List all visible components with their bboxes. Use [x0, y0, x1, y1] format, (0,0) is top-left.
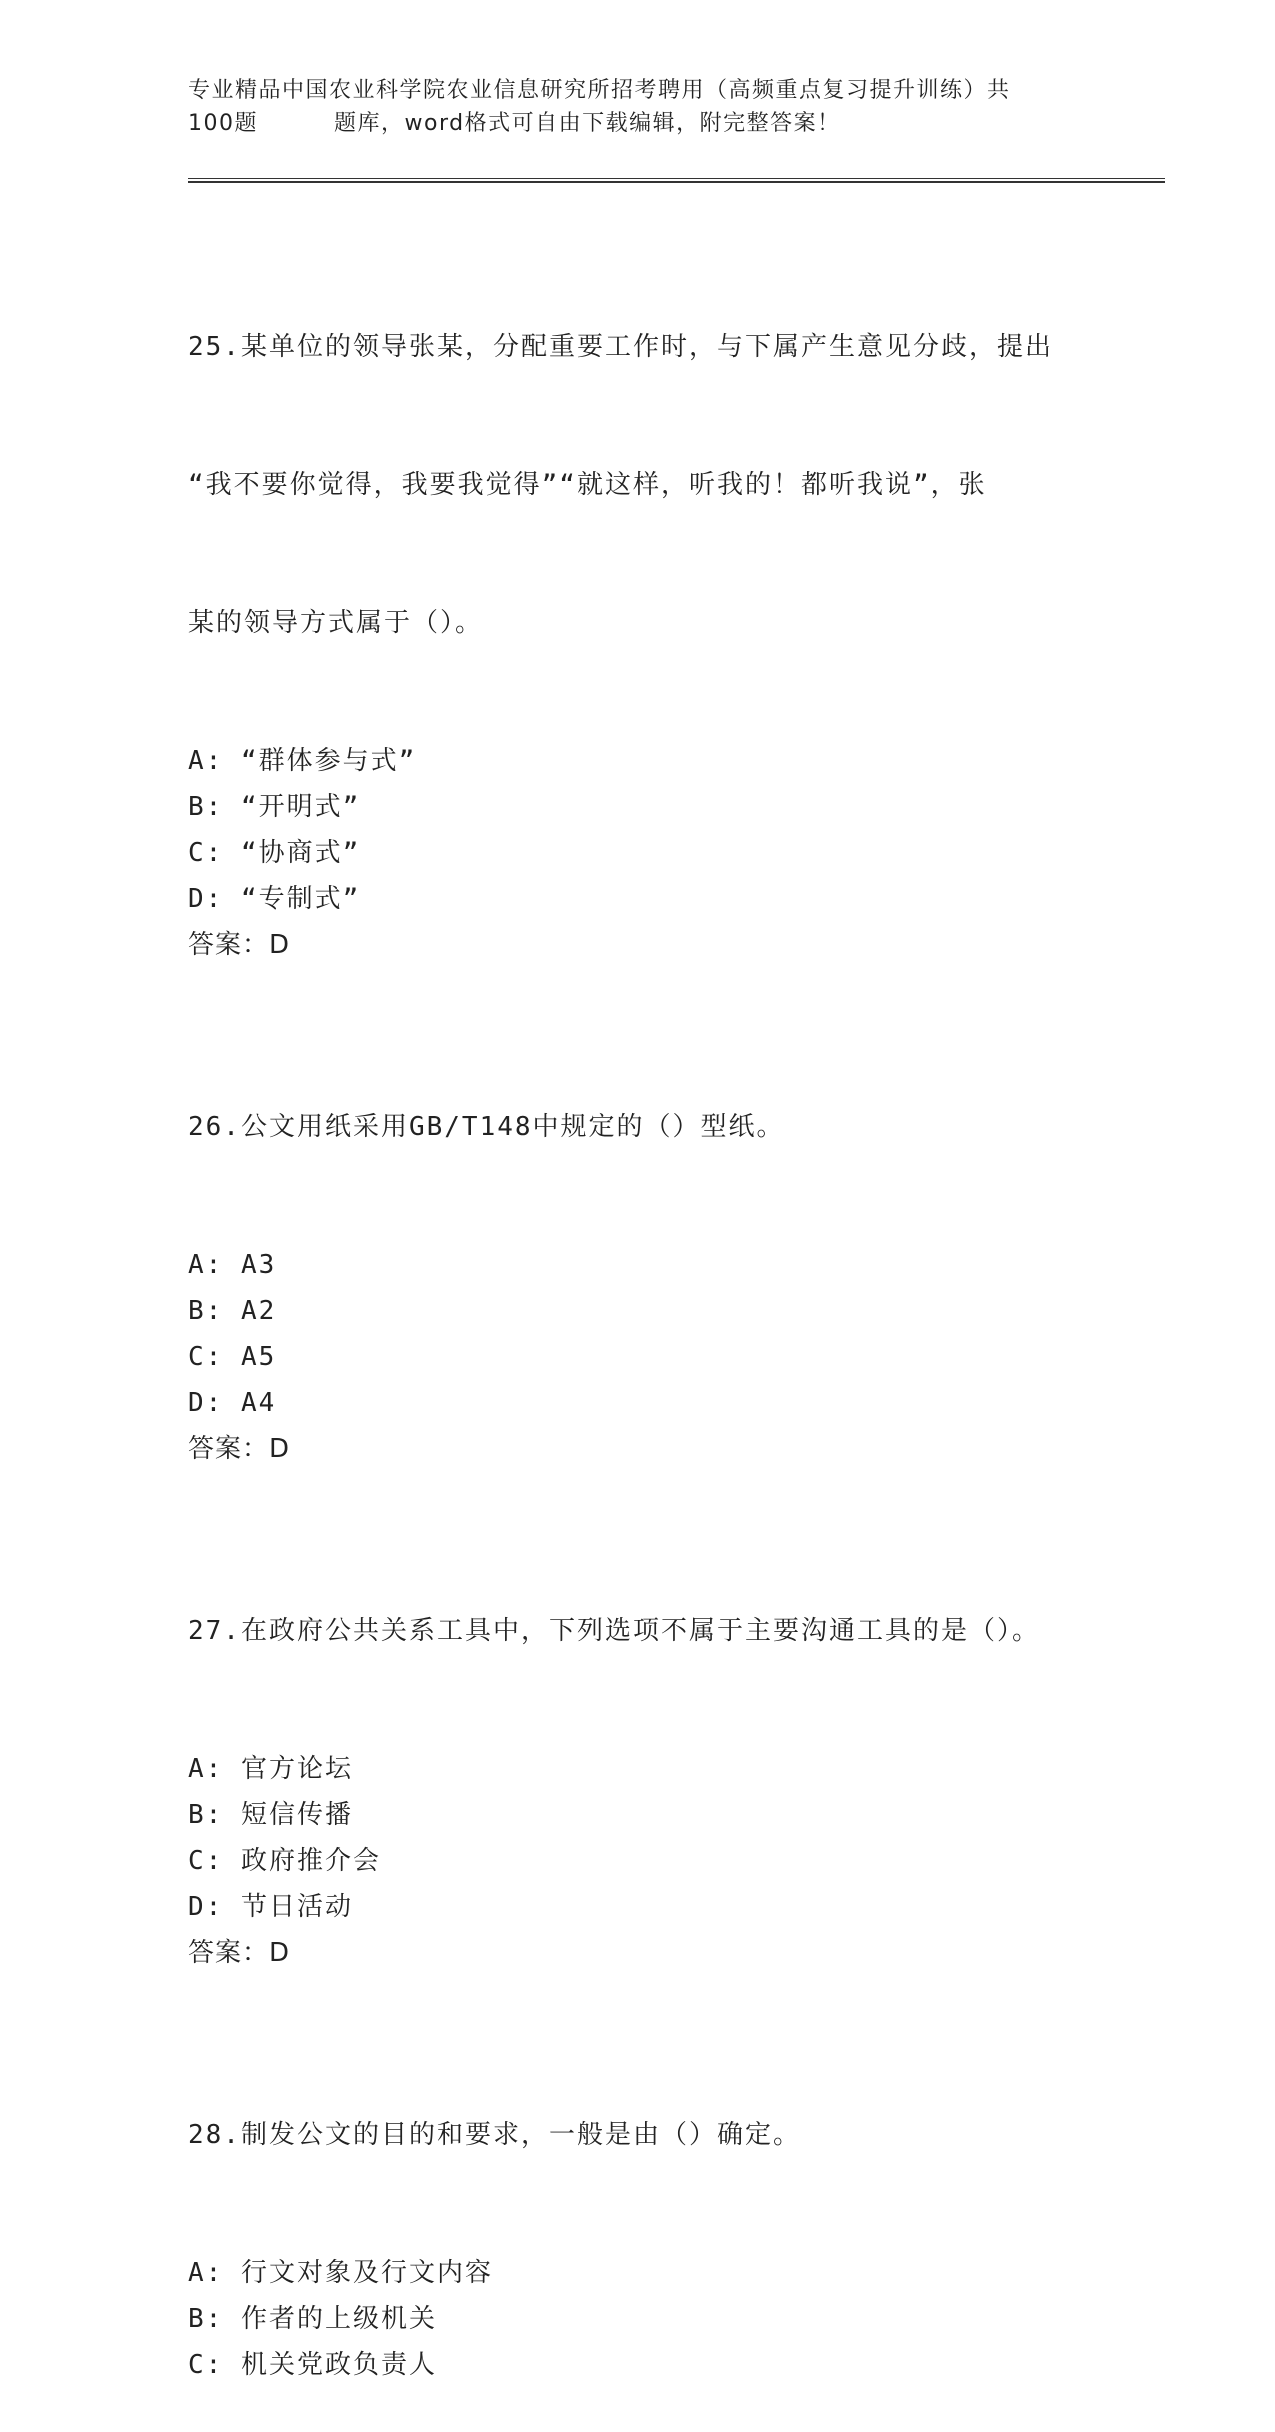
option-b: B: “开明式”	[188, 792, 361, 822]
question-stem-line: 28.制发公文的目的和要求，一般是由（）确定。	[188, 2120, 801, 2150]
question-stem-line: 25.某单位的领导张某，分配重要工作时，与下属产生意见分歧，提出	[188, 332, 1053, 362]
header-question-count: 100题	[188, 111, 258, 136]
option-b: B: 作者的上级机关	[188, 2304, 437, 2334]
question-stem	[188, 2020, 1088, 2250]
answer: 答案：D	[188, 1434, 291, 1464]
option-a: A: 行文对象及行文内容	[188, 2258, 493, 2288]
question-28	[188, 2020, 1088, 2388]
question-stem-line: 27.在政府公共关系工具中，下列选项不属于主要沟通工具的是（）。	[188, 1616, 1040, 1646]
option-c: C: A5	[188, 1342, 277, 1372]
question-27	[188, 1516, 1088, 1976]
question-stem	[188, 1012, 1088, 1242]
question-26	[188, 1012, 1088, 1472]
option-c: C: 机关党政负责人	[188, 2350, 437, 2380]
question-list	[188, 232, 1088, 2432]
question-stem	[188, 232, 1088, 738]
header-description: 题库，word格式可自由下载编辑，附完整答案！	[334, 111, 841, 136]
header-line-2	[188, 107, 1088, 140]
question-stem-line: 26.公文用纸采用GB/T148中规定的（）型纸。	[188, 1112, 785, 1142]
option-b: B: A2	[188, 1296, 277, 1326]
option-b: B: 短信传播	[188, 1800, 353, 1830]
question-stem	[188, 1516, 1088, 1746]
option-d: D: A4	[188, 1388, 277, 1418]
header-line-1: 专业精品中国农业科学院农业信息研究所招考聘用（高频重点复习提升训练）共	[188, 78, 1011, 103]
option-d: D: “专制式”	[188, 884, 361, 914]
option-a: A: A3	[188, 1250, 277, 1280]
question-stem-line: “我不要你觉得，我要我觉得”“就这样，听我的！都听我说”，张	[188, 470, 987, 500]
option-c: C: 政府推介会	[188, 1846, 381, 1876]
answer: 答案：D	[188, 930, 291, 960]
question-25	[188, 232, 1088, 968]
option-d: D: 节日活动	[188, 1892, 353, 1922]
page-header	[188, 74, 1088, 140]
option-a: A: “群体参与式”	[188, 746, 417, 776]
header-divider	[188, 178, 1165, 183]
option-c: C: “协商式”	[188, 838, 361, 868]
option-a: A: 官方论坛	[188, 1754, 353, 1784]
answer: 答案：D	[188, 1938, 291, 1968]
question-stem-line: 某的领导方式属于（）。	[188, 608, 484, 638]
